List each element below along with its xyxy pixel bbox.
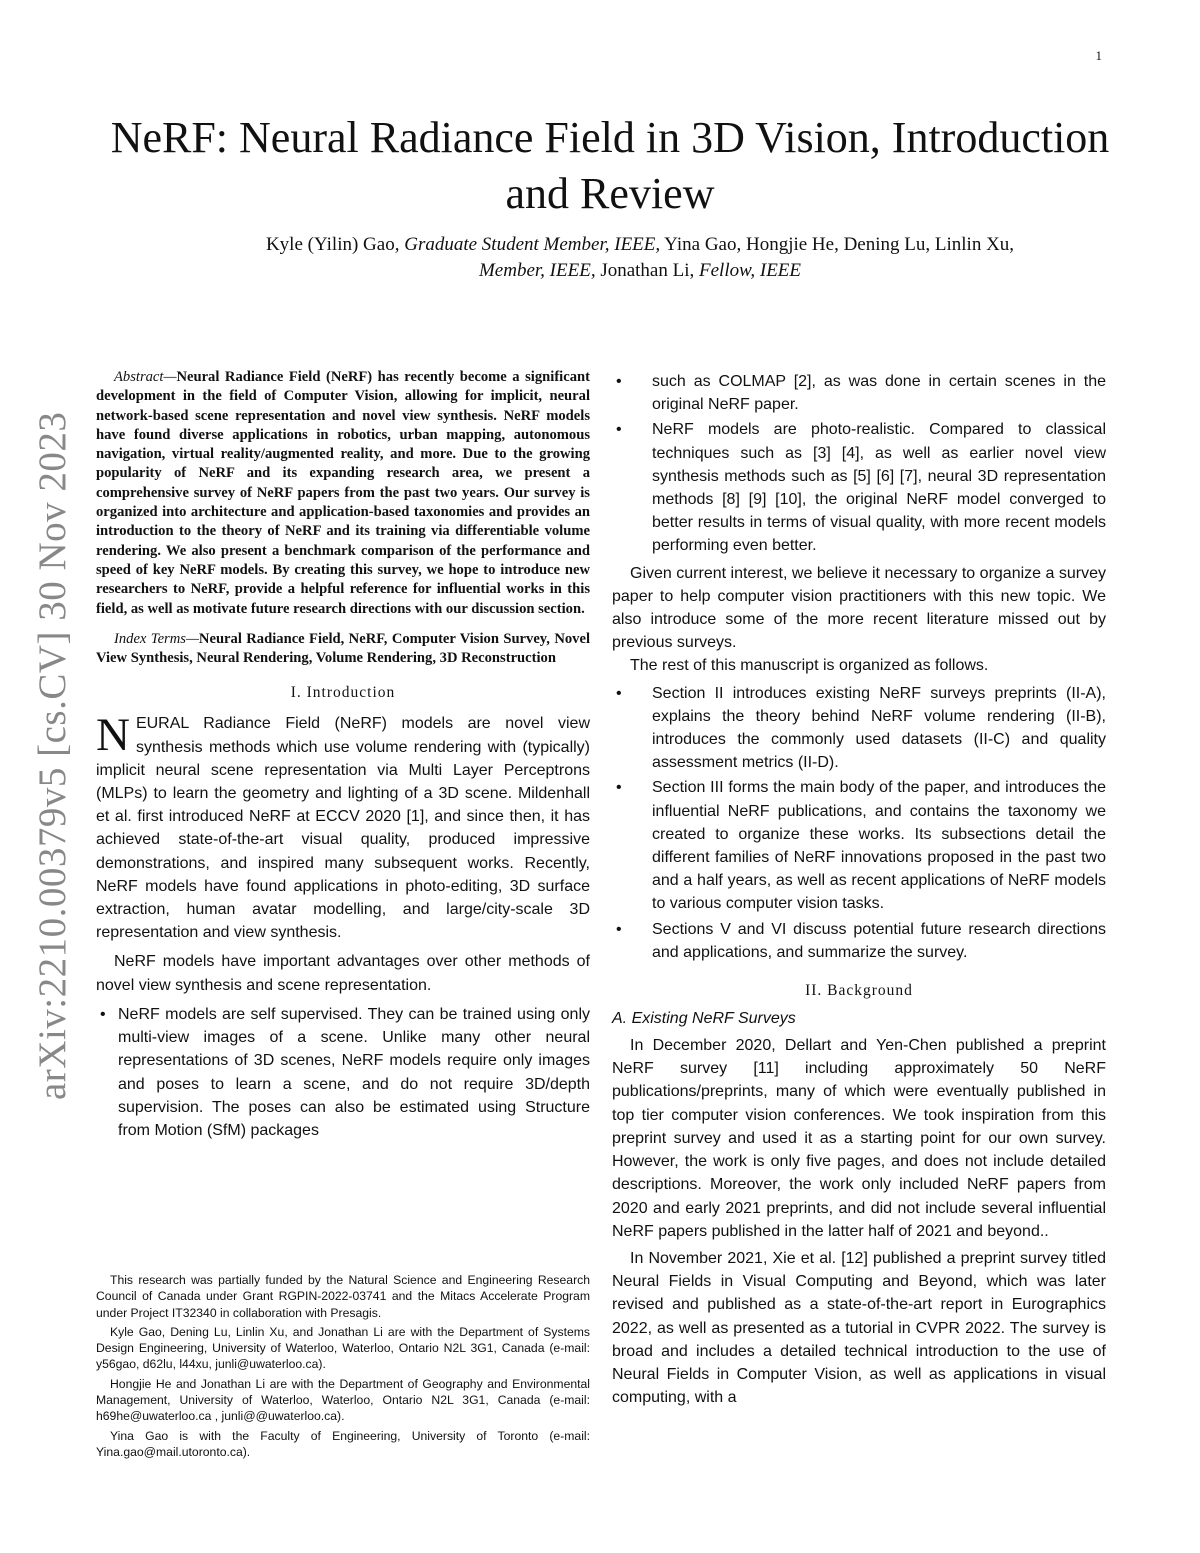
list-item-continued <box>612 370 1106 416</box>
index-terms <box>96 630 590 669</box>
list-item-text: such as COLMAP [2], as was done in certain scenes in the original NeRF paper. <box>652 373 1106 414</box>
list-item: • Section II introduces existing NeRF surveys preprints (II-A), explains the theory behind NeRF volume rendering (II-B), introduces the commonly used datasets (II-C) and quality assessment metrics (II-D). <box>612 682 1106 775</box>
list-item: • NeRF models are self supervised. They can be trained using only multi-view images of a scene. Unlike many other neural representations of 3D scenes, NeRF models require only images and poses to learn a scene, and do not require 3D/depth supervision. The poses can also be estimated using Structure from Motion (SfM) packages <box>96 1003 590 1142</box>
author-role: Member, IEEE, <box>478 260 596 281</box>
intro-paragraph <box>96 709 590 944</box>
subsection-heading: A. Existing NeRF Surveys <box>612 1010 796 1028</box>
index-terms-label: Index Terms— <box>114 630 199 647</box>
abstract-label: Abstract— <box>114 369 177 385</box>
author-list <box>240 232 1040 284</box>
footnotes <box>96 1272 590 1463</box>
footnote-affiliation: Yina Gao is with the Faculty of Engineering, University of Toronto (e-mail: Yina.gao@mail.utoronto.ca). <box>96 1428 590 1459</box>
intro-paragraph: The rest of this manuscript is organized as follows. <box>630 657 989 675</box>
page-number: 1 <box>1095 48 1102 63</box>
list-item-text: NeRF models are photo-realistic. Compared to classical techniques such as [3] [4], as well as earlier novel view synthesis methods such as [5] [6] [7], neural 3D representation methods [8] [9] [10], the original NeRF model converged to better results in terms of visual quality, with more recent models performing even better. <box>652 421 1106 555</box>
abstract <box>96 368 590 619</box>
section-heading-introduction: I. Introduction <box>290 684 396 702</box>
footnote-affiliation: Hongjie He and Jonathan Li are with the Department of Geography and Environmental Management, University of Waterloo, Waterloo, Ontario N2L 3G1, Canada (e-mail: h69he@uwaterloo.ca , junli@@uwaterloo.ca). <box>96 1376 590 1424</box>
background-paragraph: In December 2020, Dellart and Yen-Chen published a preprint NeRF survey [11] including approximately 50 NeRF publications/preprints, many of which were eventually published in top tier computer vision conferences. We took inspiration from this preprint survey and used it as a starting point for our own survey. However, the work is only five pages, and does not include detailed descriptions. Moreover, the work only included NeRF papers from 2020 and early 2021 preprints, and did not include several influential NeRF papers published in the latter half of 2021 and beyond.. <box>612 1037 1106 1240</box>
advantages-list-continued <box>612 370 1106 558</box>
list-item: • Section III forms the main body of the paper, and introduces the influential NeRF publications, and contains the taxonomy we created to organize these works. Its subsections detail the different families of NeRF innovations proposed in the past two and a half years, as well as recent applications of NeRF models to various computer vision tasks. <box>612 776 1106 915</box>
right-column <box>612 368 1106 1409</box>
left-column <box>96 368 590 1144</box>
footnote-affiliation: Kyle Gao, Dening Lu, Linlin Xu, and Jonathan Li are with the Department of Systems Design Engineering, University of Waterloo, Waterloo, Ontario N2L 3G1, Canada (e-mail: y56gao, d62lu, l44xu, junli@uwaterloo.ca). <box>96 1324 590 1372</box>
intro-paragraph: Given current interest, we believe it necessary to organize a survey paper to help computer vision practitioners with this new topic. We also introduce some of the more recent literature missed out by previous surveys. <box>612 564 1106 652</box>
footnote-funding: This research was partially funded by the Natural Science and Engineering Research Council of Canada under Grant RGPIN-2022-03741 and the Mitacs Accelerate Program under Project IT32340 in collaboration with Presagis. <box>96 1273 590 1320</box>
author-name: Yina Gao, Hongjie He, Dening Lu, Linlin Xu, <box>660 234 1015 255</box>
index-terms-text: Neural Radiance Field, NeRF, Computer Vision Survey, Novel View Synthesis, Neural Rendering, Volume Rendering, 3D Reconstruction <box>96 630 590 667</box>
abstract-text: Neural Radiance Field (NeRF) has recently become a significant development in the field of Computer Vision, allowing for implicit, neural network-based scene representation and novel view synthesis. NeRF models have found diverse applications in robotics, urban mapping, autonomous navigation, virtual reality/augmented reality, and more. Due to the growing popularity of NeRF and its expanding research area, we present a comprehensive survey of NeRF papers from the past two years. Our survey is organized into architecture and application-based taxonomies and provides an introduction to the theory of NeRF and its training via differentiable volume rendering. We also present a benchmark comparison of the performance and speed of key NeRF models. By creating this survey, we hope to introduce new researchers to NeRF, provide a helpful reference for influential works in this field, as well as motivate future research directions with our discussion section. <box>96 369 590 617</box>
author-name: Kyle (Yilin) Gao, <box>265 234 405 255</box>
paper-title: NeRF: Neural Radiance Field in 3D Vision, Introduction and Review <box>110 113 1110 218</box>
advantages-list <box>96 1003 590 1142</box>
list-item <box>612 418 1106 557</box>
author-role: Fellow, IEEE <box>699 260 802 281</box>
intro-paragraph-text: EURAL Radiance Field (NeRF) models are novel view synthesis methods which use volume rendering with (typically) implicit neural scene representation via Multi Layer Perceptrons (MLPs) to learn the geometry and lighting of a 3D scene. Mildenhall et al. first introduced NeRF at ECCV 2020 [1], and since then, it has achieved state-of-the-art visual quality, produced impressive demonstrations, and inspired many subsequent works. Recently, NeRF models have found applications in photo-editing, 3D surface extraction, human avatar modelling, and large/city-scale 3D representation and view synthesis. <box>96 715 590 942</box>
section-heading-background: II. Background <box>805 982 913 1000</box>
organization-list <box>612 682 1106 964</box>
author-role: Graduate Student Member, IEEE, <box>404 234 661 255</box>
list-item: • Sections V and VI discuss potential future research directions and applications, and summarize the survey. <box>612 918 1106 964</box>
background-paragraph: In November 2021, Xie et al. [12] published a preprint survey titled Neural Fields in Visual Computing and Beyond, which was later revised and published as a state-of-the-art report in Eurographics 2022, as well as presented as a tutorial in CVPR 2022. The survey is broad and includes a detailed technical introduction to the use of Neural Fields in Computer Vision, as well as applications in visual computing, with a <box>612 1249 1106 1407</box>
author-name: Jonathan Li, <box>595 260 700 281</box>
intro-paragraph: NeRF models have important advantages over other methods of novel view synthesis and scene representation. <box>96 953 590 994</box>
arxiv-stamp: arXiv:2210.00379v5 [cs.CV] 30 Nov 2023 <box>31 411 74 1100</box>
drop-cap: N <box>96 709 130 762</box>
